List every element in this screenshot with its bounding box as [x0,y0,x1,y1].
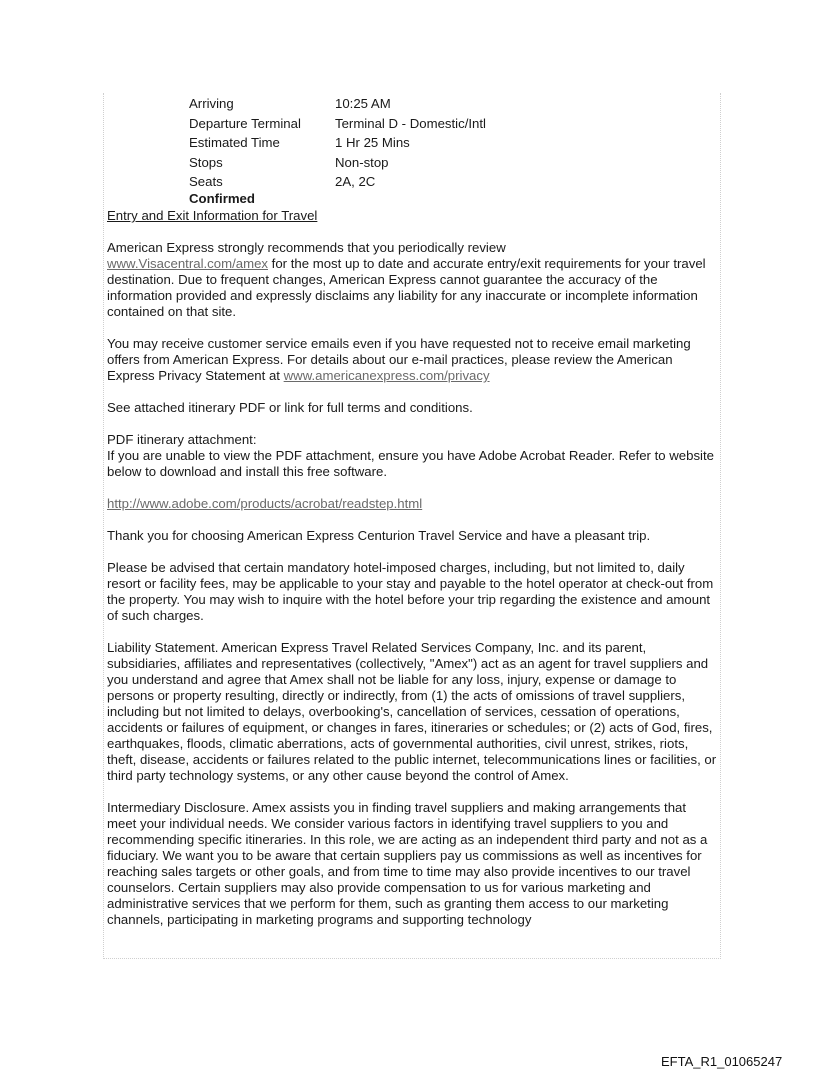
entry-exit-paragraph [107,240,719,320]
hotel-charges-paragraph: Please be advised that certain mandatory hotel-imposed charges, including, but not limited to, daily resort or facility fees, may be applicable to your stay and payable to the hotel operator at check-out from the property. You may wish to inquire with the hotel before your trip regarding the existence and amount of such charges. [107,560,714,623]
pdf-attachment-title: PDF itinerary attachment: [107,432,257,447]
section-heading-entry-exit: Entry and Exit Information for Travel [107,208,318,223]
detail-value: Terminal D - Domestic/Intl [335,115,486,131]
detail-label: Estimated Time [189,135,280,150]
intermediary-disclosure: Intermediary Disclosure. Amex assists you in finding travel suppliers and making arrangements that meet your individual needs. We consider various factors in identifying travel suppliers to you and recommending specific itineraries. In this role, we are acting as an independent third party and not as a fiduciary. We want you to be aware that certain suppliers pay us commissions as well as incentives for reaching sales targets or other goals, and from time to time may also provide incentives to our travel counselors. Certain suppliers may also provide compensation to us for various marketing and administrative services that we perform for them, such as granting them access to our marketing channels, participating in marketing programs and supporting technology [107,800,708,927]
privacy-link[interactable]: www.americanexpress.com/privacy [283,368,490,383]
service-emails-text: You may receive customer service emails even if you have requested not to receive email marketing offers from American Express. For details about our e-mail practices, please review the American Express Privacy Statement at [107,336,691,383]
detail-value: 1 Hr 25 Mins [335,135,410,150]
email-content [107,208,719,944]
pdf-attachment-paragraph [107,432,719,480]
entry-exit-rest: for the most up to date and accurate entry/exit requirements for your travel destination. Due to frequent changes, American Express cannot guarantee the accuracy of the information provided and expressly disclaims any liability for any inaccurate or incomplete information contained on that site. [107,256,706,319]
liability-statement: Liability Statement. American Express Travel Related Services Company, Inc. and its parent, subsidiaries, affiliates and representatives (collectively, "Amex") act as an agent for travel suppliers and you understand and agree that Amex shall not be liable for any loss, injury, expense or damage to persons or property resulting, directly or indirectly, from (1) the acts of omissions of travel suppliers, including but not limited to delays, overbooking's, cancellation of services, cessation of operations, accidents or failures of equipment, or changes in fares, itineraries or schedules; or (2) acts of God, fires, earthquakes, floods, climatic aberrations, acts of governmental authorities, civil unrest, strikes, riots, theft, disease, accidents or failures related to the public internet, telecommunications lines or facilities, or third party technology systems, or any other cause beyond the control of Amex. [107,640,717,783]
detail-row-stops [189,155,589,175]
thank-you-paragraph: Thank you for choosing American Express Centurion Travel Service and have a pleasant trip. [107,528,651,543]
attached-itinerary-note: See attached itinerary PDF or link for full terms and conditions. [107,400,473,415]
adobe-link[interactable]: http://www.adobe.com/products/acrobat/readstep.html [107,496,423,511]
document-id: EFTA_R1_01065247 [661,1054,783,1069]
detail-value: 2A, 2C [335,174,376,189]
adobe-link-paragraph [107,496,719,512]
entry-exit-intro: American Express strongly recommends that you periodically review [107,240,506,255]
detail-label: Stops [189,154,223,170]
detail-row-departure-terminal [189,116,589,136]
service-emails-paragraph [107,336,719,384]
detail-row-arriving [189,96,589,116]
flight-details-table [189,96,589,194]
detail-label: Seats [189,174,223,189]
detail-label: Arriving [189,96,234,111]
pdf-attachment-body: If you are unable to view the PDF attachment, ensure you have Adobe Acrobat Reader. Refer to website below to download and install this free software. [107,448,714,479]
detail-row-estimated-time [189,135,589,155]
booking-status: Confirmed [189,191,255,206]
detail-value: Non-stop [335,154,389,170]
detail-label: Departure Terminal [189,115,301,131]
visacentral-link[interactable]: www.Visacentral.com/amex [107,256,268,271]
detail-value: 10:25 AM [335,96,391,111]
